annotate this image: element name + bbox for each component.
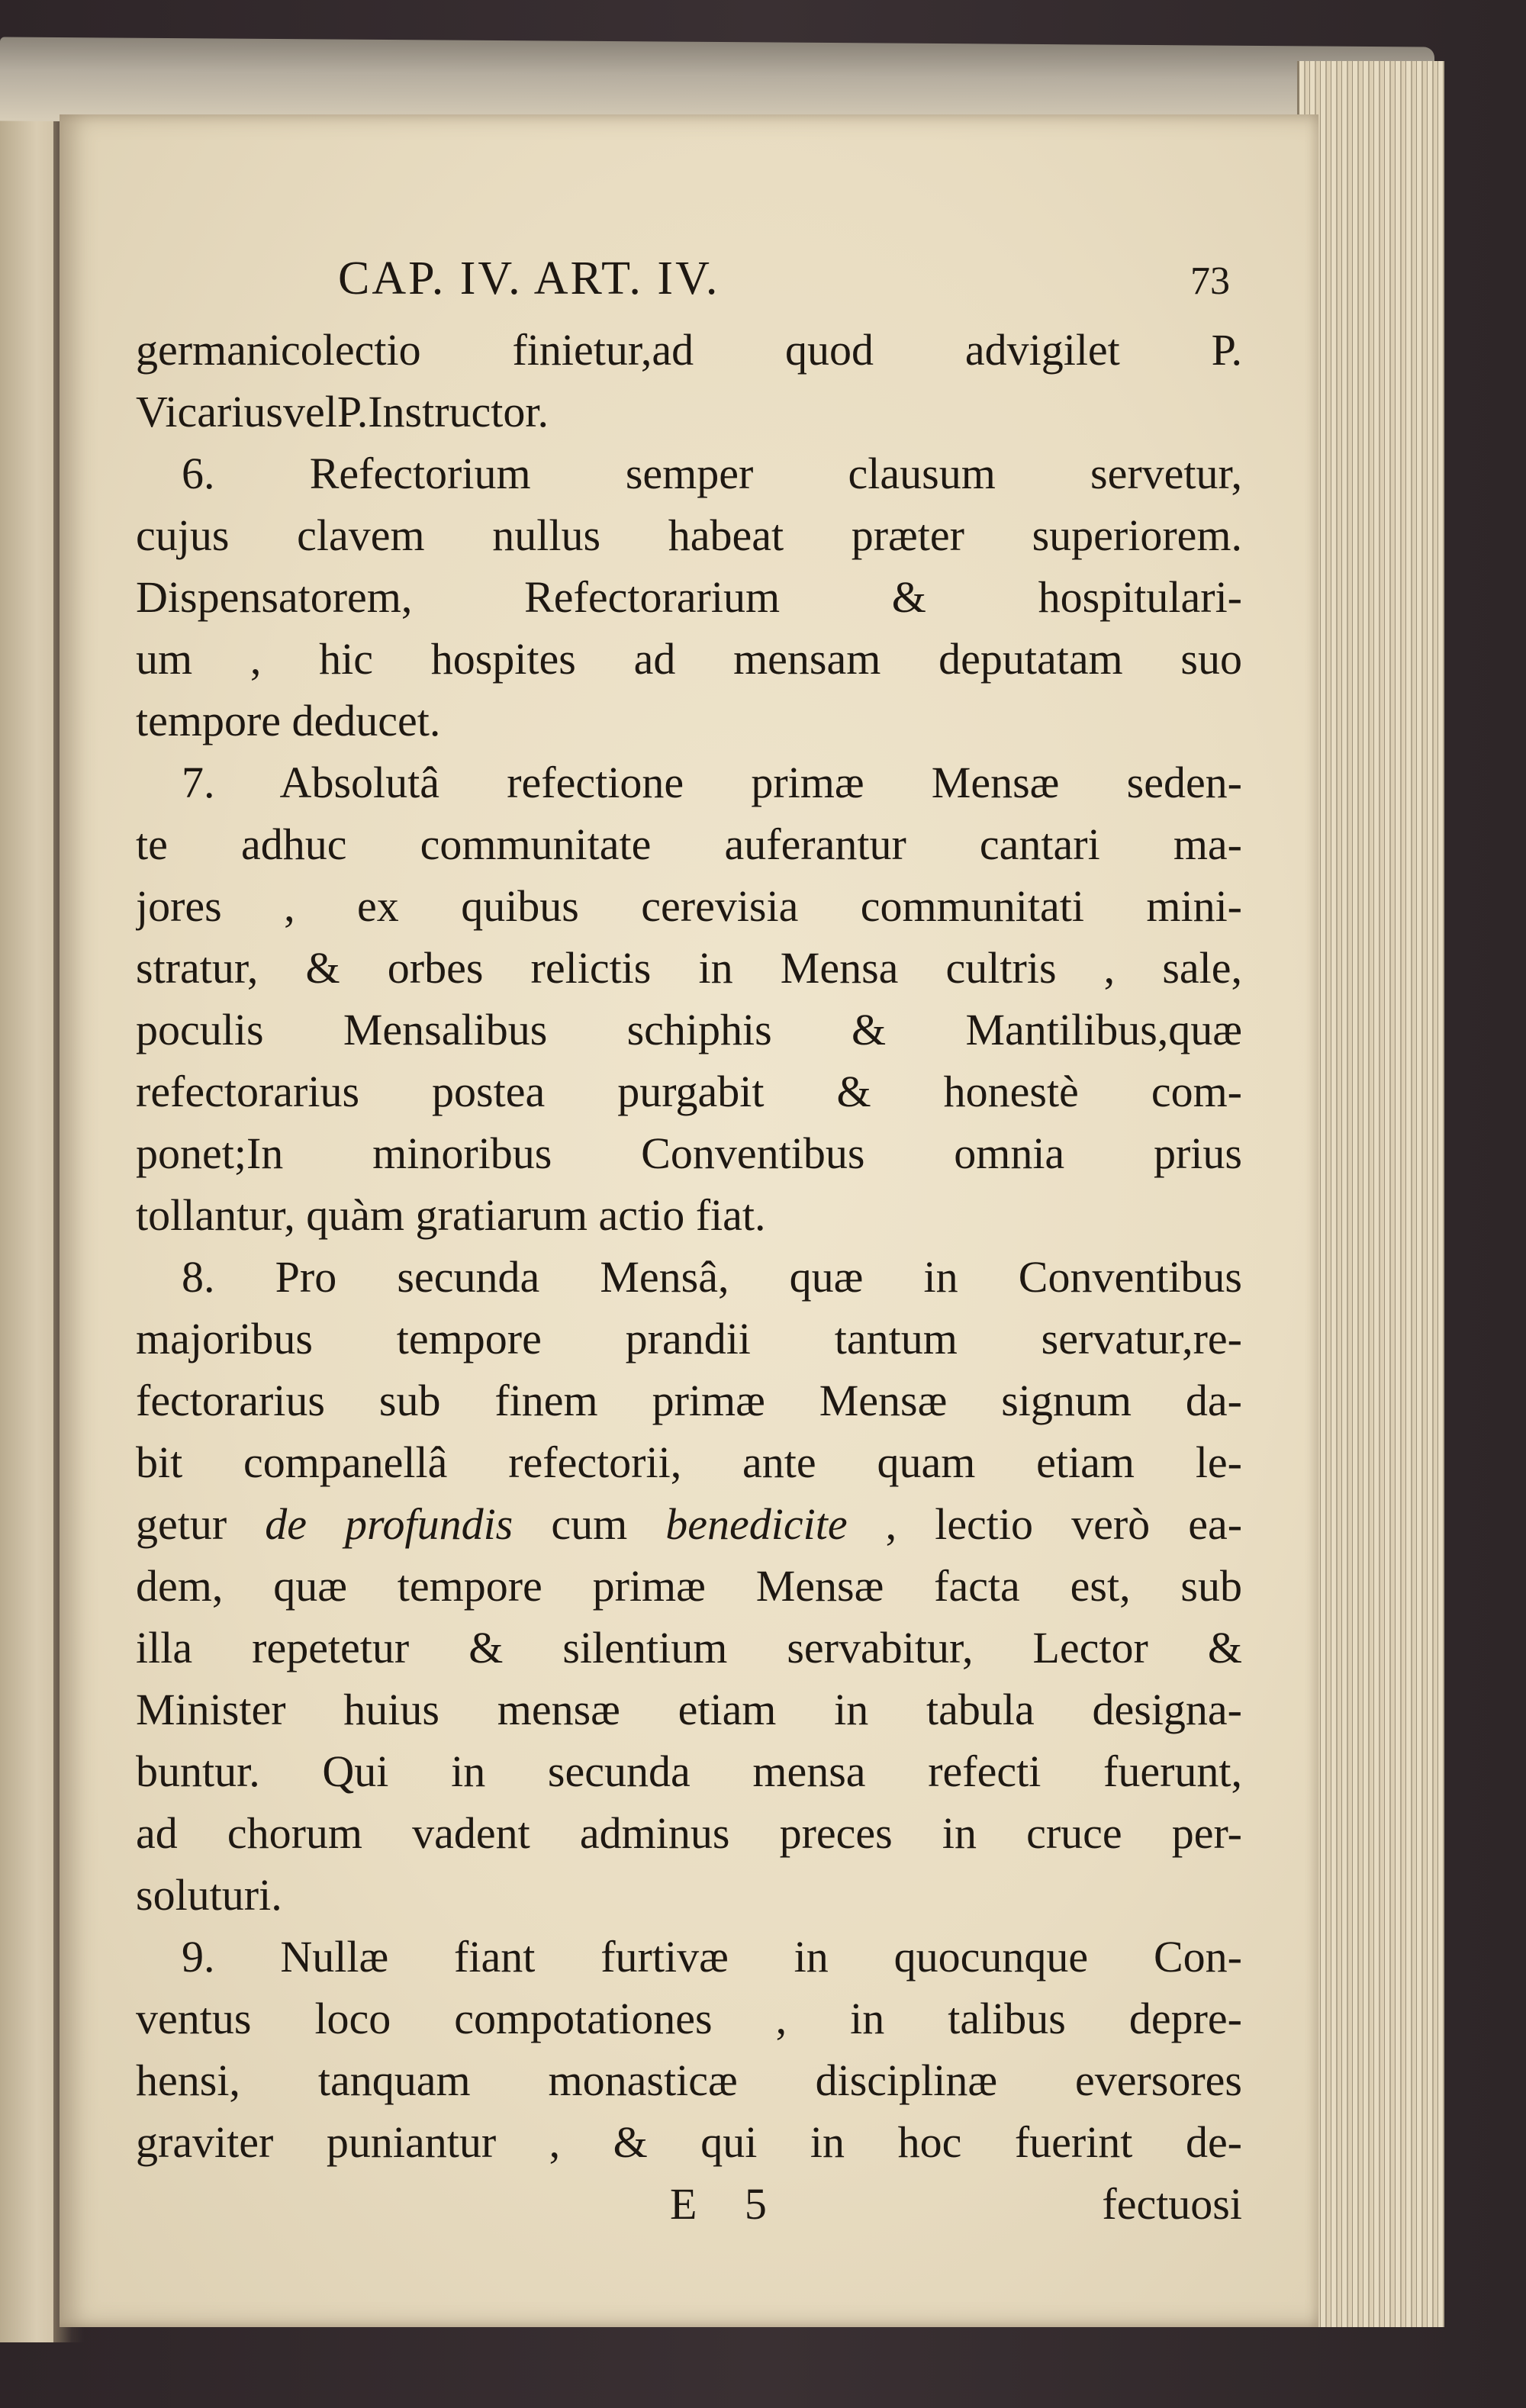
text-line: Minister huius mensæ etiam in tabula designa- bbox=[136, 1685, 1242, 1734]
text-line: jores , ex quibus cerevisia communitati mini- bbox=[136, 881, 1242, 931]
text-line: 9. Nullæ fiant furtivæ in quocunque Con- bbox=[182, 1932, 1242, 1981]
text-fragment: , lectio verò ea- bbox=[847, 1499, 1242, 1549]
page-number: 73 bbox=[1190, 259, 1230, 303]
italic-phrase: de profundis bbox=[265, 1499, 513, 1549]
running-title: CAP. IV. ART. IV. bbox=[338, 253, 720, 304]
text-line: Dispensatorem, Refectorarium & hospitulari- bbox=[136, 572, 1242, 622]
text-line: VicariusvelP.Instructor. bbox=[136, 387, 549, 436]
text-line bbox=[136, 1493, 1242, 1555]
text-line: 8. Pro secunda Mensâ, quæ in Conventibus bbox=[182, 1252, 1242, 1302]
text-line: dem, quæ tempore primæ Mensæ facta est, sub bbox=[136, 1561, 1242, 1611]
text-line: hensi, tanquam monasticæ disciplinæ eversores bbox=[136, 2055, 1242, 2105]
running-header bbox=[136, 252, 1242, 319]
text-fragment: cum bbox=[513, 1499, 666, 1549]
text-fragment: getur bbox=[136, 1499, 227, 1549]
text-line: tempore deducet. bbox=[136, 696, 441, 745]
text-line: illa repetetur & silentium servabitur, Lector & bbox=[136, 1623, 1242, 1672]
text-line: ventus loco compotationes , in talibus depre- bbox=[136, 1994, 1242, 2043]
italic-phrase: benedicite bbox=[665, 1499, 848, 1549]
book-page bbox=[60, 114, 1318, 2327]
page-text-block bbox=[136, 252, 1242, 2235]
page-fore-edge bbox=[1297, 61, 1444, 2327]
text-line: buntur. Qui in secunda mensa refecti fuerunt, bbox=[136, 1746, 1242, 1796]
text-line: refectorarius postea purgabit & honestè com- bbox=[136, 1067, 1242, 1116]
text-line: tollantur, quàm gratiarum actio fiat. bbox=[136, 1190, 766, 1240]
text-line: fectorarius sub finem primæ Mensæ signum da- bbox=[136, 1376, 1242, 1425]
text-line: 6. Refectorium semper clausum servetur, bbox=[182, 449, 1242, 498]
text-line: ponet;In minoribus Conventibus omnia prius bbox=[136, 1128, 1242, 1178]
page-footer bbox=[136, 2173, 1242, 2235]
text-line: graviter puniantur , & qui in hoc fuerint de- bbox=[136, 2117, 1242, 2167]
text-line: um , hic hospites ad mensam deputatam suo bbox=[136, 634, 1242, 684]
text-line: majoribus tempore prandii tantum servatur,re- bbox=[136, 1314, 1242, 1363]
text-line: bit companellâ refectorii, ante quam etiam le- bbox=[136, 1437, 1242, 1487]
text-line: te adhuc communitate auferantur cantari ma- bbox=[136, 819, 1242, 869]
text-line: poculis Mensalibus schiphis & Mantilibus,quæ bbox=[136, 1005, 1242, 1054]
text-line: germanicolectio finietur,ad quod advigilet P. bbox=[136, 325, 1242, 375]
text-line: stratur, & orbes relictis in Mensa cultris , sale, bbox=[136, 943, 1242, 993]
catchword: fectuosi bbox=[1102, 2179, 1242, 2229]
text-line: soluturi. bbox=[136, 1870, 282, 1920]
text-line: 7. Absolutâ refectione primæ Mensæ seden- bbox=[182, 758, 1242, 807]
signature-mark: E 5 bbox=[670, 2179, 785, 2229]
text-line: ad chorum vadent adminus preces in cruce per- bbox=[136, 1808, 1242, 1858]
text-line: cujus clavem nullus habeat præter superiorem. bbox=[136, 510, 1242, 560]
